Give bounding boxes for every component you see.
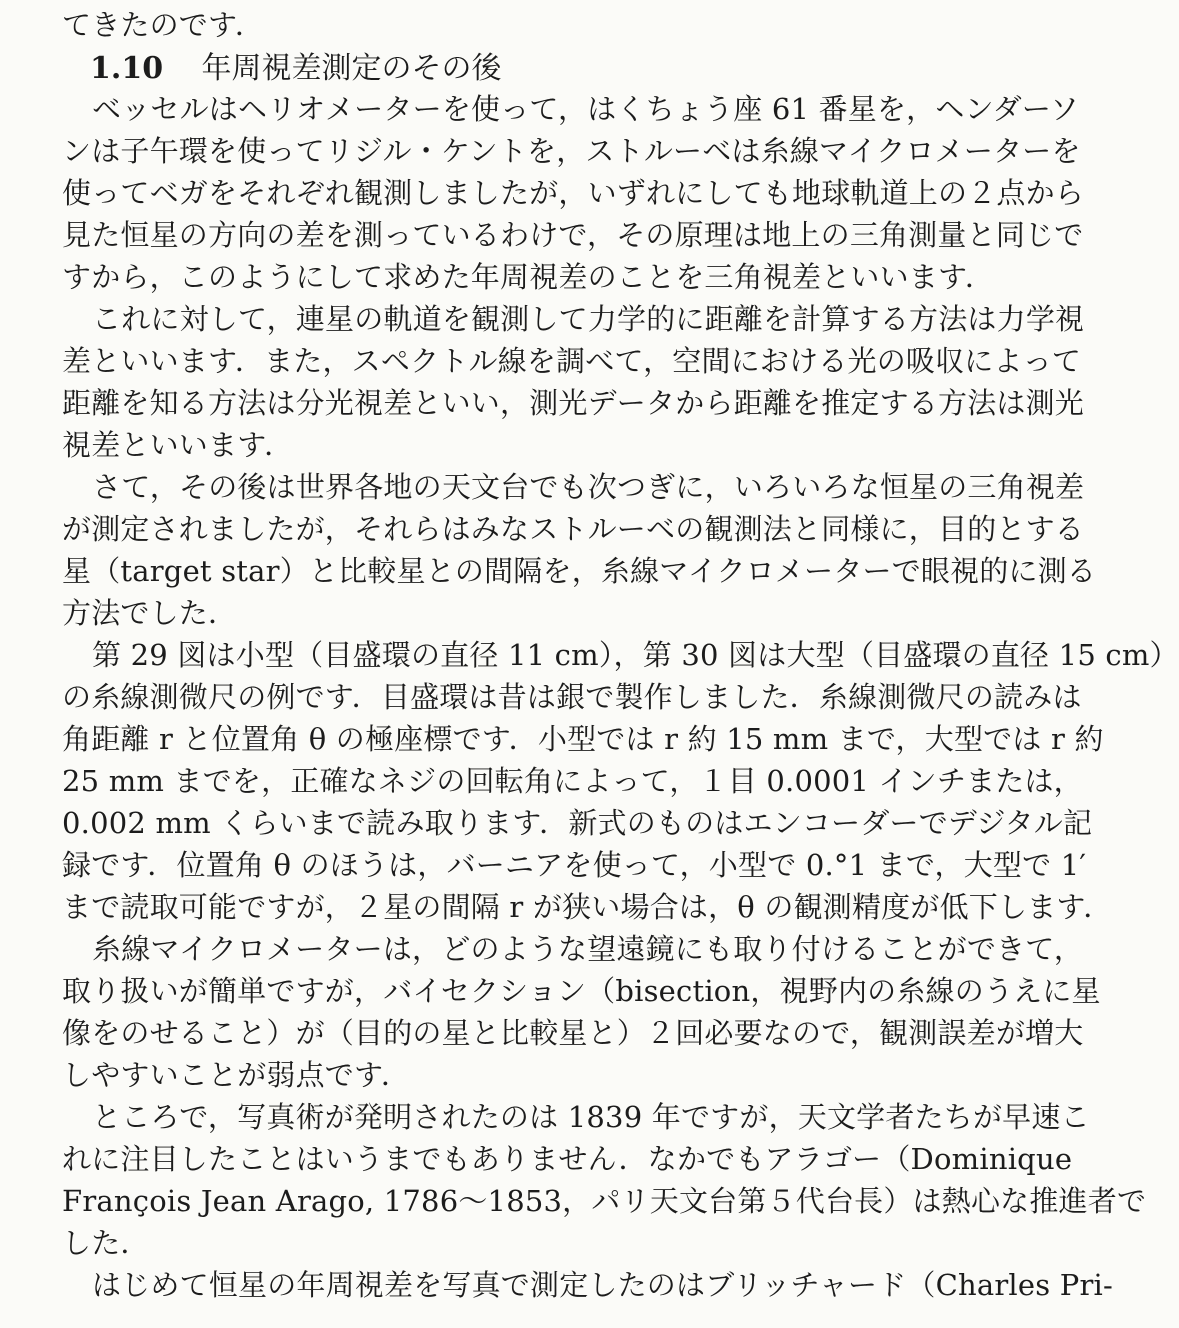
text-line-25: しやすいことが弱点です．: [62, 1058, 411, 1092]
text-line-12: が測定されましたが，それらはみなストルーベの観測法と同様に，目的とする: [62, 512, 1085, 546]
text-line-18: 25 mm までを，正確なネジの回転角によって，１目 0.0001 インチまたは，: [62, 764, 1083, 798]
text-line-26: ところで，写真術が発明されたのは 1839 年ですが，天文学者たちが早速こ: [92, 1100, 1090, 1134]
section-heading: [90, 48, 502, 90]
text-line-21: まで読取可能ですが，２星の間隔 r が狭い場合は，θ の観測精度が低下します．: [62, 890, 1113, 924]
text-line-29: した．: [62, 1226, 150, 1260]
section-number: 1.10: [90, 51, 164, 86]
text-line-13: 星（target star）と比較星との間隔を，糸線マイクロメーターで眼視的に測る: [62, 554, 1097, 588]
text-line-15: 第 29 図は小型（目盛環の直径 11 cm），第 30 図は大型（目盛環の直径 15 cm）: [92, 638, 1179, 672]
text-line-20: 録です．位置角 θ のほうは，バーニアを使って，小型で 0.°1 まで，大型で 1′: [62, 848, 1087, 882]
text-line-16: の糸線測微尺の例です．目盛環は昔は銀で製作しました．糸線測微尺の読みは: [62, 680, 1082, 714]
text-line-7: これに対して，連星の軌道を観測して力学的に距離を計算する方法は力学視: [92, 302, 1085, 336]
text-line-28: François Jean Arago, 1786～1853，パリ天文台第５代台長）は熱心な推進者で: [62, 1184, 1147, 1218]
section-title: 年周視差測定のその後: [201, 51, 502, 86]
text-line-2: ベッセルはヘリオメーターを使って，はくちょう座 61 番星を，ヘンダーソ: [92, 92, 1080, 126]
text-line-24: 像をのせること）が（目的の星と比較星と）２回必要なので，観測誤差が増大: [62, 1016, 1084, 1050]
text-line-23: 取り扱いが簡単ですが，バイセクション（bisection，視野内の糸線のうえに星: [62, 974, 1101, 1008]
text-line-11: さて，その後は世界各地の天文台でも次つぎに，いろいろな恒星の三角視差: [92, 470, 1085, 504]
text-line-10: 視差といいます．: [62, 428, 294, 462]
text-line-5: 見た恒星の方向の差を測っているわけで，その原理は地上の三角測量と同じで: [62, 218, 1084, 252]
text-line-1: てきたのです．: [62, 8, 265, 42]
text-line-27: れに注目したことはいうまでもありません．なかでもアラゴー（Dominique: [62, 1142, 1073, 1176]
text-line-4: 使ってベガをそれぞれ観測しましたが，いずれにしても地球軌道上の２点から: [62, 176, 1085, 210]
text-line-19: 0.002 mm くらいまで読み取ります．新式のものはエンコーダーでデジタル記: [62, 806, 1093, 840]
text-line-17: 角距離 r と位置角 θ の極座標です．小型では r 約 15 mm まで，大型では r 約: [62, 722, 1104, 756]
text-line-6: すから，このようにして求めた年周視差のことを三角視差といいます．: [62, 260, 995, 294]
text-line-30: はじめて恒星の年周視差を写真で測定したのはブリッチャード（Charles Pri-: [92, 1268, 1114, 1302]
text-line-3: ンは子午環を使ってリジル・ケントを，ストルーベは糸線マイクロメーターを: [62, 134, 1081, 168]
text-line-14: 方法でした．: [62, 596, 238, 630]
text-line-9: 距離を知る方法は分光視差といい，測光データから距離を推定する方法は測光: [62, 386, 1085, 420]
text-line-8: 差といいます．また，スペクトル線を調べて，空間における光の吸収によって: [62, 344, 1082, 378]
text-line-22: 糸線マイクロメーターは，どのような望遠鏡にも取り付けることができて，: [92, 932, 1084, 966]
